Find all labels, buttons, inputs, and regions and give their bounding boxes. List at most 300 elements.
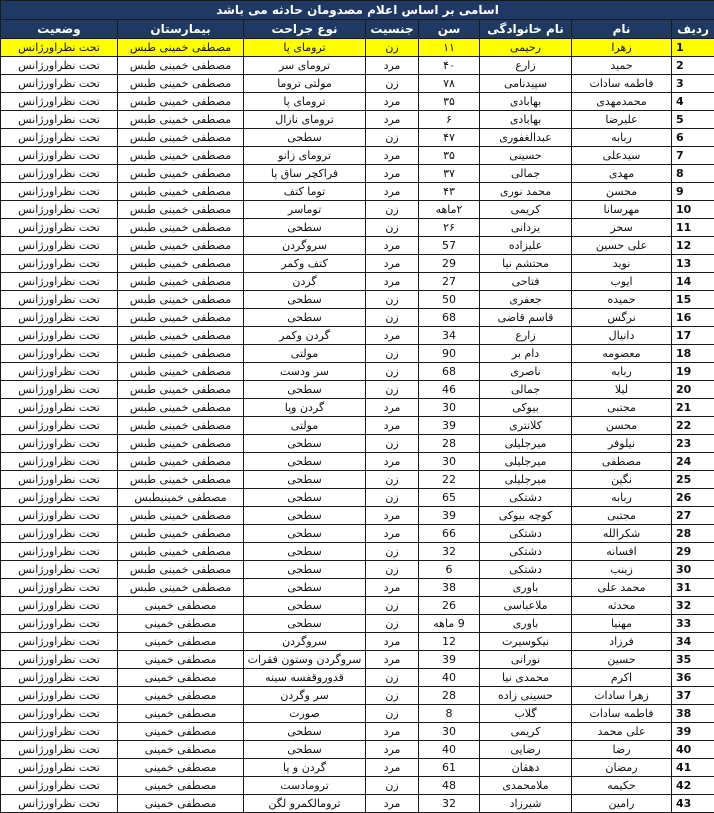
last-name-cell[interactable]: قاسم قاضی [480,309,572,327]
col-header-last-name[interactable]: نام خانوادگی [480,20,572,39]
hospital-cell[interactable]: مصطفی خمینی [118,705,244,723]
hospital-cell[interactable]: مصطفی خمینی [118,669,244,687]
row-number-cell[interactable]: 9 [672,183,714,201]
injury-cell[interactable]: سطحی [244,597,366,615]
injury-cell[interactable]: سطحی [244,561,366,579]
first-name-cell[interactable]: ربابه [572,129,672,147]
age-cell[interactable]: ۳۵ [419,147,480,165]
status-cell[interactable]: تحت نظراورژانس [1,399,118,417]
status-cell[interactable]: تحت نظراورژانس [1,759,118,777]
hospital-cell[interactable]: مصطفی خمینی [118,615,244,633]
status-cell[interactable]: تحت نظراورژانس [1,237,118,255]
status-cell[interactable]: تحت نظراورژانس [1,255,118,273]
sex-cell[interactable]: مرد [366,417,419,435]
injury-cell[interactable]: سروگردن [244,633,366,651]
first-name-cell[interactable]: فرزاد [572,633,672,651]
first-name-cell[interactable]: مهدی [572,165,672,183]
last-name-cell[interactable]: جعفری [480,291,572,309]
first-name-cell[interactable]: زهرا سادات [572,687,672,705]
status-cell[interactable]: تحت نظراورژانس [1,363,118,381]
first-name-cell[interactable]: ربابه [572,363,672,381]
injury-cell[interactable]: قدوروقفسه سینه [244,669,366,687]
age-cell[interactable]: 48 [419,777,480,795]
row-number-cell[interactable]: 17 [672,327,714,345]
status-cell[interactable]: تحت نظراورژانس [1,651,118,669]
last-name-cell[interactable]: دشتکی [480,543,572,561]
last-name-cell[interactable]: بهابادی [480,111,572,129]
injury-cell[interactable]: کتف وکمر [244,255,366,273]
first-name-cell[interactable]: مهرسانا [572,201,672,219]
sex-cell[interactable]: زن [366,435,419,453]
status-cell[interactable]: تحت نظراورژانس [1,633,118,651]
age-cell[interactable]: 30 [419,723,480,741]
last-name-cell[interactable]: باوری [480,615,572,633]
age-cell[interactable]: 65 [419,489,480,507]
hospital-cell[interactable]: مصطفی خمینی طبس [118,453,244,471]
last-name-cell[interactable]: کریمی [480,723,572,741]
last-name-cell[interactable]: میرجلیلی [480,453,572,471]
status-cell[interactable]: تحت نظراورژانس [1,795,118,813]
injury-cell[interactable]: ترومای نازال [244,111,366,129]
hospital-cell[interactable]: مصطفی خمینی طبس [118,75,244,93]
sex-cell[interactable]: مرد [366,399,419,417]
col-header-hospital[interactable]: بیمارستان [118,20,244,39]
injury-cell[interactable]: سطحی [244,129,366,147]
row-number-cell[interactable]: 36 [672,669,714,687]
last-name-cell[interactable]: ملاعباسی [480,597,572,615]
col-header-injury[interactable]: نوع جراحت [244,20,366,39]
row-number-cell[interactable]: 3 [672,75,714,93]
first-name-cell[interactable]: زینب [572,561,672,579]
injury-cell[interactable]: سطحی [244,579,366,597]
row-number-cell[interactable]: 25 [672,471,714,489]
hospital-cell[interactable]: مصطفی خمینی طبس [118,309,244,327]
row-number-cell[interactable]: 4 [672,93,714,111]
status-cell[interactable]: تحت نظراورژانس [1,147,118,165]
hospital-cell[interactable]: مصطفی خمینی [118,795,244,813]
col-header-status[interactable]: وضعیت [1,20,118,39]
row-number-cell[interactable]: 10 [672,201,714,219]
injury-cell[interactable]: گردن وکمر [244,327,366,345]
last-name-cell[interactable]: رضایی [480,741,572,759]
first-name-cell[interactable]: علی حسین [572,237,672,255]
sex-cell[interactable]: زن [366,345,419,363]
sex-cell[interactable]: مرد [366,651,419,669]
hospital-cell[interactable]: مصطفی خمینی طبس [118,273,244,291]
row-number-cell[interactable]: 19 [672,363,714,381]
injury-cell[interactable]: ترومالکمرو لگن [244,795,366,813]
sex-cell[interactable]: زن [366,309,419,327]
first-name-cell[interactable]: محمدمهدی [572,93,672,111]
row-number-cell[interactable]: 22 [672,417,714,435]
row-number-cell[interactable]: 26 [672,489,714,507]
sex-cell[interactable]: مرد [366,579,419,597]
first-name-cell[interactable]: ربابه [572,489,672,507]
injury-cell[interactable]: سطحی [244,723,366,741]
hospital-cell[interactable]: مصطفی خمینی [118,597,244,615]
first-name-cell[interactable]: معصومه [572,345,672,363]
injury-cell[interactable]: سطحی [244,543,366,561]
status-cell[interactable]: تحت نظراورژانس [1,273,118,291]
sex-cell[interactable]: مرد [366,795,419,813]
sex-cell[interactable]: مرد [366,453,419,471]
last-name-cell[interactable]: ناصری [480,363,572,381]
age-cell[interactable]: ۷۸ [419,75,480,93]
last-name-cell[interactable]: علیزاده [480,237,572,255]
last-name-cell[interactable]: بهابادی [480,93,572,111]
last-name-cell[interactable]: جمالی [480,165,572,183]
last-name-cell[interactable]: میرجلیلی [480,435,572,453]
hospital-cell[interactable]: مصطفی خمینی طبس [118,525,244,543]
status-cell[interactable]: تحت نظراورژانس [1,165,118,183]
row-number-cell[interactable]: 27 [672,507,714,525]
first-name-cell[interactable]: زهرا [572,39,672,57]
sex-cell[interactable]: مرد [366,183,419,201]
hospital-cell[interactable]: مصطفی خمینی طبس [118,183,244,201]
row-number-cell[interactable]: 31 [672,579,714,597]
row-number-cell[interactable]: 37 [672,687,714,705]
last-name-cell[interactable]: کوچه بیوکی [480,507,572,525]
injury-cell[interactable]: سطحی [244,291,366,309]
hospital-cell[interactable]: مصطفی خمینی طبس [118,93,244,111]
status-cell[interactable]: تحت نظراورژانس [1,453,118,471]
status-cell[interactable]: تحت نظراورژانس [1,75,118,93]
age-cell[interactable]: ۳۵ [419,93,480,111]
status-cell[interactable]: تحت نظراورژانس [1,489,118,507]
hospital-cell[interactable]: مصطفی خمینی [118,723,244,741]
first-name-cell[interactable]: حمیده [572,291,672,309]
status-cell[interactable]: تحت نظراورژانس [1,183,118,201]
first-name-cell[interactable]: رضا [572,741,672,759]
injury-cell[interactable]: توماسر [244,201,366,219]
sex-cell[interactable]: مرد [366,723,419,741]
age-cell[interactable]: 68 [419,309,480,327]
col-header-row[interactable]: ردیف [672,20,714,39]
hospital-cell[interactable]: مصطفی خمینی طبس [118,219,244,237]
last-name-cell[interactable]: باوری [480,579,572,597]
last-name-cell[interactable]: دهقان [480,759,572,777]
last-name-cell[interactable]: محتشم نیا [480,255,572,273]
status-cell[interactable]: تحت نظراورژانس [1,723,118,741]
row-number-cell[interactable]: 23 [672,435,714,453]
status-cell[interactable]: تحت نظراورژانس [1,525,118,543]
injury-cell[interactable]: سر وگردن [244,687,366,705]
injury-cell[interactable]: سطحی [244,489,366,507]
last-name-cell[interactable]: حسینی زاده [480,687,572,705]
status-cell[interactable]: تحت نظراورژانس [1,777,118,795]
first-name-cell[interactable]: حکیمه [572,777,672,795]
status-cell[interactable]: تحت نظراورژانس [1,345,118,363]
age-cell[interactable]: 39 [419,651,480,669]
injury-cell[interactable]: گردن وپا [244,399,366,417]
first-name-cell[interactable]: علی محمد [572,723,672,741]
hospital-cell[interactable]: مصطفی خمینی [118,741,244,759]
sex-cell[interactable]: مرد [366,741,419,759]
age-cell[interactable]: 28 [419,687,480,705]
last-name-cell[interactable]: عبدالغفوری [480,129,572,147]
status-cell[interactable]: تحت نظراورژانس [1,543,118,561]
first-name-cell[interactable]: حمید [572,57,672,75]
last-name-cell[interactable]: بیوکی [480,399,572,417]
last-name-cell[interactable]: کلانتری [480,417,572,435]
first-name-cell[interactable]: محدثه [572,597,672,615]
status-cell[interactable]: تحت نظراورژانس [1,705,118,723]
age-cell[interactable]: ۶ [419,111,480,129]
row-number-cell[interactable]: 38 [672,705,714,723]
sex-cell[interactable]: مرد [366,507,419,525]
status-cell[interactable]: تحت نظراورژانس [1,39,118,57]
last-name-cell[interactable]: یزدانی [480,219,572,237]
injury-cell[interactable]: سطحی [244,741,366,759]
status-cell[interactable]: تحت نظراورژانس [1,435,118,453]
first-name-cell[interactable]: فاطمه سادات [572,75,672,93]
age-cell[interactable]: 90 [419,345,480,363]
hospital-cell[interactable]: مصطفی خمینی [118,651,244,669]
hospital-cell[interactable]: مصطفی خمینی [118,759,244,777]
hospital-cell[interactable]: مصطفی خمینی طبس [118,399,244,417]
hospital-cell[interactable]: مصطفی خمینی طبس [118,471,244,489]
status-cell[interactable]: تحت نظراورژانس [1,471,118,489]
first-name-cell[interactable]: دانیال [572,327,672,345]
row-number-cell[interactable]: 11 [672,219,714,237]
row-number-cell[interactable]: 20 [672,381,714,399]
row-number-cell[interactable]: 13 [672,255,714,273]
hospital-cell[interactable]: مصطفی خمینی طبس [118,381,244,399]
row-number-cell[interactable]: 35 [672,651,714,669]
age-cell[interactable]: 66 [419,525,480,543]
injury-cell[interactable]: ترومای سر [244,57,366,75]
first-name-cell[interactable]: حسین [572,651,672,669]
hospital-cell[interactable]: مصطفی خمینی [118,687,244,705]
status-cell[interactable]: تحت نظراورژانس [1,417,118,435]
first-name-cell[interactable]: مصطفی [572,453,672,471]
status-cell[interactable]: تحت نظراورژانس [1,309,118,327]
sex-cell[interactable]: مرد [366,759,419,777]
sex-cell[interactable]: زن [366,543,419,561]
status-cell[interactable]: تحت نظراورژانس [1,669,118,687]
age-cell[interactable]: 46 [419,381,480,399]
first-name-cell[interactable]: افسانه [572,543,672,561]
status-cell[interactable]: تحت نظراورژانس [1,327,118,345]
first-name-cell[interactable]: محمد علی [572,579,672,597]
sex-cell[interactable]: زن [366,669,419,687]
age-cell[interactable]: 57 [419,237,480,255]
last-name-cell[interactable]: زارع [480,57,572,75]
hospital-cell[interactable]: مصطفی خمینی طبس [118,147,244,165]
row-number-cell[interactable]: 39 [672,723,714,741]
sex-cell[interactable]: مرد [366,111,419,129]
injury-cell[interactable]: ترومای پا [244,93,366,111]
age-cell[interactable]: 27 [419,273,480,291]
hospital-cell[interactable]: مصطفی خمینی طبس [118,39,244,57]
first-name-cell[interactable]: رامین [572,795,672,813]
status-cell[interactable]: تحت نظراورژانس [1,687,118,705]
last-name-cell[interactable]: محمدی نیا [480,669,572,687]
row-number-cell[interactable]: 28 [672,525,714,543]
hospital-cell[interactable]: مصطفی خمینی طبس [118,561,244,579]
hospital-cell[interactable]: مصطفی خمینی [118,633,244,651]
hospital-cell[interactable]: مصطفی خمینی طبس [118,435,244,453]
age-cell[interactable]: 8 [419,705,480,723]
status-cell[interactable]: تحت نظراورژانس [1,129,118,147]
last-name-cell[interactable]: میرجلیلی [480,471,572,489]
row-number-cell[interactable]: 34 [672,633,714,651]
last-name-cell[interactable]: جمالی [480,381,572,399]
injury-cell[interactable]: سروگردن [244,237,366,255]
sex-cell[interactable]: زن [366,705,419,723]
hospital-cell[interactable]: مصطفی خمینی طبس [118,543,244,561]
age-cell[interactable]: 32 [419,795,480,813]
age-cell[interactable]: 12 [419,633,480,651]
first-name-cell[interactable]: لیلا [572,381,672,399]
injury-cell[interactable]: سطحی [244,219,366,237]
injury-cell[interactable]: گردن و پا [244,759,366,777]
status-cell[interactable]: تحت نظراورژانس [1,219,118,237]
hospital-cell[interactable]: مصطفی خمینی طبس [118,129,244,147]
col-header-sex[interactable]: جنسیت [366,20,419,39]
age-cell[interactable]: 38 [419,579,480,597]
age-cell[interactable]: ۲۶ [419,219,480,237]
last-name-cell[interactable]: دام بر [480,345,572,363]
age-cell[interactable]: ۴۰ [419,57,480,75]
sex-cell[interactable]: مرد [366,255,419,273]
injury-cell[interactable]: مولتی [244,345,366,363]
status-cell[interactable]: تحت نظراورژانس [1,597,118,615]
hospital-cell[interactable]: مصطفی خمینی [118,777,244,795]
injury-cell[interactable]: گردن [244,273,366,291]
age-cell[interactable]: 61 [419,759,480,777]
injury-cell[interactable]: سروگردن وستون فقرات [244,651,366,669]
last-name-cell[interactable]: سپیدنامی [480,75,572,93]
last-name-cell[interactable]: دشتکی [480,525,572,543]
injury-cell[interactable]: توما کتف [244,183,366,201]
age-cell[interactable]: 29 [419,255,480,273]
hospital-cell[interactable]: مصطفی خمینی طبس [118,291,244,309]
age-cell[interactable]: 6 [419,561,480,579]
age-cell[interactable]: ۱۱ [419,39,480,57]
hospital-cell[interactable]: مصطفی خمینی طبس [118,201,244,219]
hospital-cell[interactable]: مصطفی خمینی طبس [118,507,244,525]
injury-cell[interactable]: مولتی تروما [244,75,366,93]
row-number-cell[interactable]: 8 [672,165,714,183]
row-number-cell[interactable]: 12 [672,237,714,255]
last-name-cell[interactable]: نورانی [480,651,572,669]
injury-cell[interactable]: ترومای زانو [244,147,366,165]
row-number-cell[interactable]: 43 [672,795,714,813]
sex-cell[interactable]: مرد [366,273,419,291]
injury-cell[interactable]: سطحی [244,309,366,327]
sex-cell[interactable]: زن [366,615,419,633]
first-name-cell[interactable]: نیلوفر [572,435,672,453]
age-cell[interactable]: 22 [419,471,480,489]
age-cell[interactable]: ۴۳ [419,183,480,201]
sex-cell[interactable]: زن [366,381,419,399]
last-name-cell[interactable]: ملامحمدی [480,777,572,795]
age-cell[interactable]: ۴۷ [419,129,480,147]
hospital-cell[interactable]: مصطفی خمینی طبس [118,111,244,129]
first-name-cell[interactable]: مهنیا [572,615,672,633]
age-cell[interactable]: 39 [419,417,480,435]
status-cell[interactable]: تحت نظراورژانس [1,381,118,399]
sex-cell[interactable]: زن [366,561,419,579]
status-cell[interactable]: تحت نظراورژانس [1,561,118,579]
sex-cell[interactable]: زن [366,471,419,489]
sex-cell[interactable]: مرد [366,165,419,183]
sex-cell[interactable]: زن [366,489,419,507]
hospital-cell[interactable]: مصطفی خمینیطبس [118,489,244,507]
row-number-cell[interactable]: 42 [672,777,714,795]
row-number-cell[interactable]: 6 [672,129,714,147]
status-cell[interactable]: تحت نظراورژانس [1,579,118,597]
first-name-cell[interactable]: فاطمه سادات [572,705,672,723]
injury-cell[interactable]: صورت [244,705,366,723]
age-cell[interactable]: 39 [419,507,480,525]
age-cell[interactable]: 32 [419,543,480,561]
hospital-cell[interactable]: مصطفی خمینی طبس [118,345,244,363]
row-number-cell[interactable]: 32 [672,597,714,615]
last-name-cell[interactable]: حسینی [480,147,572,165]
sex-cell[interactable]: مرد [366,57,419,75]
first-name-cell[interactable]: مجتبی [572,399,672,417]
sex-cell[interactable]: مرد [366,93,419,111]
status-cell[interactable]: تحت نظراورژانس [1,615,118,633]
first-name-cell[interactable]: مجتبی [572,507,672,525]
first-name-cell[interactable]: سیدعلی [572,147,672,165]
col-header-first-name[interactable]: نام [572,20,672,39]
injury-cell[interactable]: سطحی [244,435,366,453]
row-number-cell[interactable]: 30 [672,561,714,579]
last-name-cell[interactable]: محمد نوری [480,183,572,201]
last-name-cell[interactable]: کریمی [480,201,572,219]
row-number-cell[interactable]: 1 [672,39,714,57]
status-cell[interactable]: تحت نظراورژانس [1,111,118,129]
status-cell[interactable]: تحت نظراورژانس [1,93,118,111]
age-cell[interactable]: 50 [419,291,480,309]
last-name-cell[interactable]: فتاحی [480,273,572,291]
sex-cell[interactable]: زن [366,39,419,57]
first-name-cell[interactable]: محسن [572,183,672,201]
injury-cell[interactable]: سطحی [244,507,366,525]
first-name-cell[interactable]: رمضان [572,759,672,777]
row-number-cell[interactable]: 40 [672,741,714,759]
row-number-cell[interactable]: 29 [672,543,714,561]
sex-cell[interactable]: زن [366,687,419,705]
injury-cell[interactable]: ترومای پا [244,39,366,57]
first-name-cell[interactable]: علیرضا [572,111,672,129]
row-number-cell[interactable]: 18 [672,345,714,363]
age-cell[interactable]: ۲ماهه [419,201,480,219]
injury-cell[interactable]: فراکچر ساق پا [244,165,366,183]
age-cell[interactable]: 40 [419,669,480,687]
first-name-cell[interactable]: اکرم [572,669,672,687]
injury-cell[interactable]: مولتی [244,417,366,435]
first-name-cell[interactable]: نوید [572,255,672,273]
injury-cell[interactable]: سر ودست [244,363,366,381]
row-number-cell[interactable]: 33 [672,615,714,633]
sex-cell[interactable]: مرد [366,633,419,651]
injury-cell[interactable]: سطحی [244,525,366,543]
age-cell[interactable]: 30 [419,399,480,417]
sex-cell[interactable]: زن [366,201,419,219]
hospital-cell[interactable]: مصطفی خمینی طبس [118,327,244,345]
sex-cell[interactable]: مرد [366,147,419,165]
age-cell[interactable]: ۳۷ [419,165,480,183]
sex-cell[interactable]: زن [366,363,419,381]
sex-cell[interactable]: زن [366,597,419,615]
last-name-cell[interactable]: دشتکی [480,561,572,579]
age-cell[interactable]: 30 [419,453,480,471]
hospital-cell[interactable]: مصطفی خمینی طبس [118,255,244,273]
